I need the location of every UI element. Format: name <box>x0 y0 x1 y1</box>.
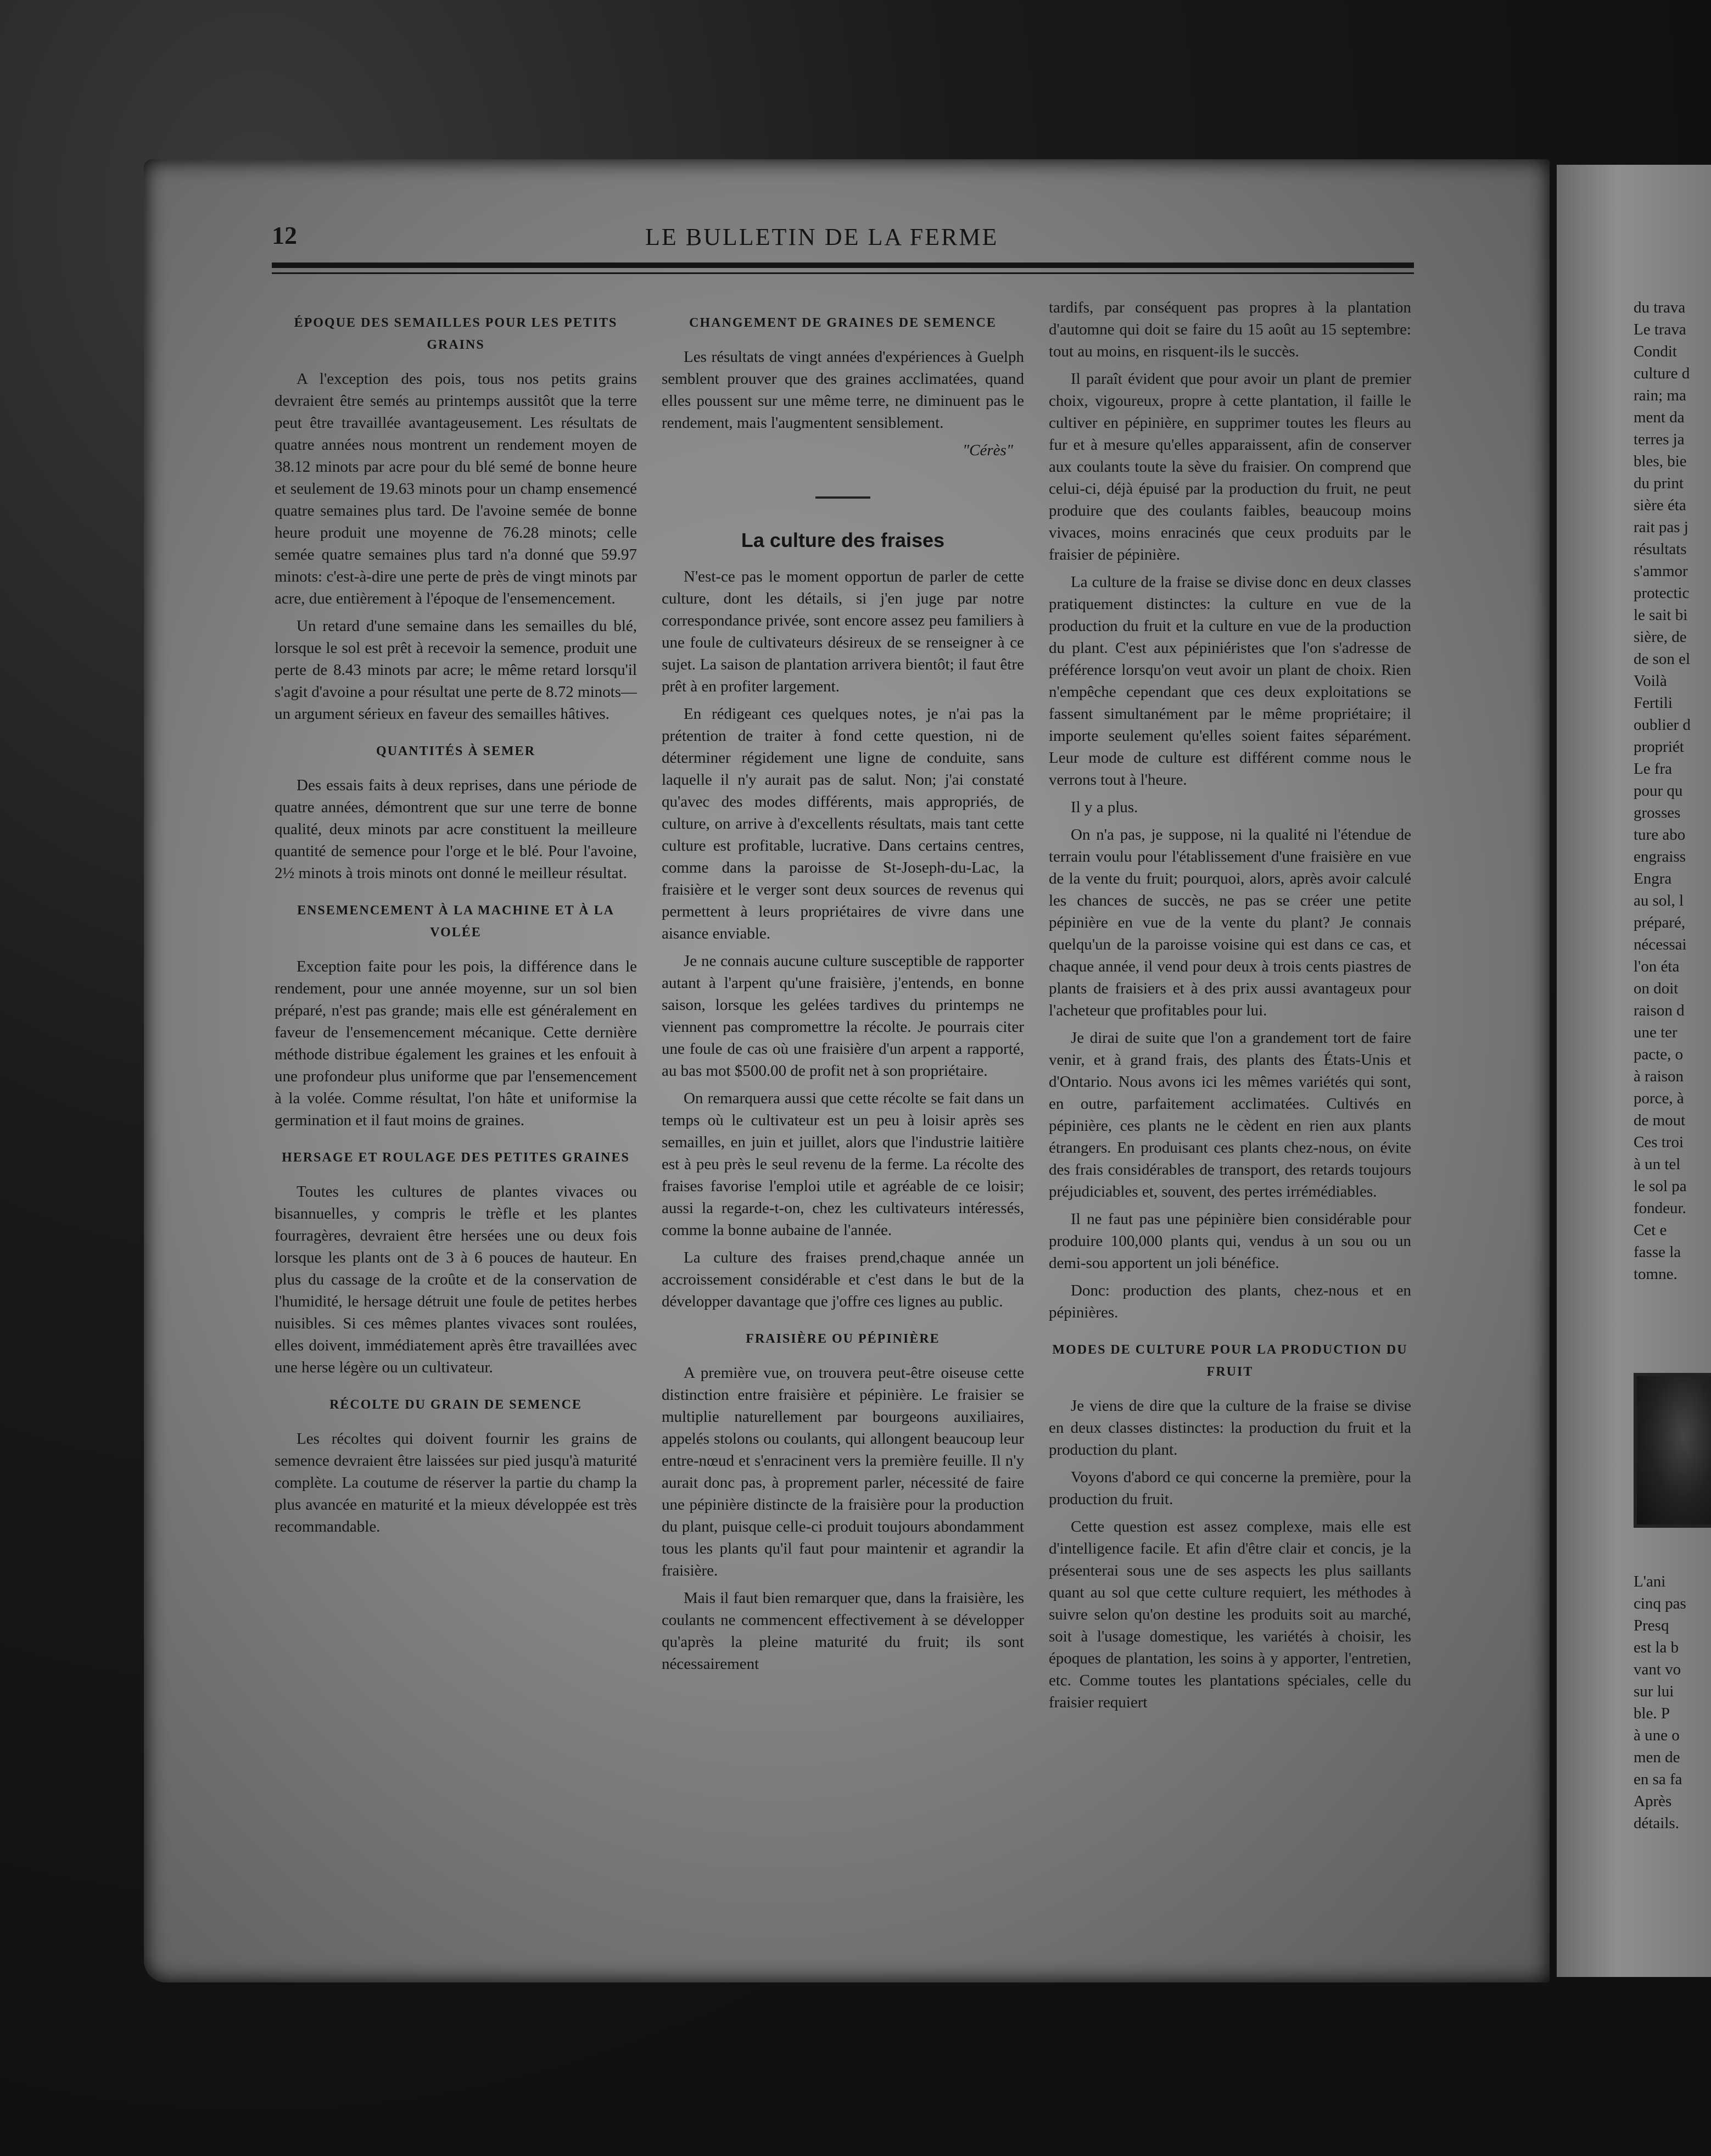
cropped-text-line: propriét <box>1634 738 1684 756</box>
cropped-text-line: Engra <box>1634 870 1672 887</box>
header-rule-thin <box>272 272 1414 274</box>
paragraph: Je viens de dire que la culture de la fraise se divise en deux classes distinctes: la production du fruit et la production du plant. <box>1049 1397 1411 1459</box>
cropped-text-line: l'on éta <box>1634 958 1680 975</box>
cropped-text-line: de son el <box>1634 650 1691 668</box>
paragraph: On n'a pas, je suppose, ni la qualité ni l'étendue de terrain voulu pour l'établissement d'une fraisière en vue de la vente du fruit; pourquoi, alors, après avoir calculé les chances de succès, ne pas se créer une petite pépinière en vue de la vente du plant? Je connais quelqu'un de la paroisse voisine qui est dans ce cas, et chaque année, il vend pour deux à trois cents piastres de plants de fraisiers et à des prix aussi avantageux pour l'acheteur que profitables pour lui. <box>1049 826 1411 1019</box>
cropped-text-line: du trava <box>1634 299 1686 316</box>
paragraph: Je dirai de suite que l'on a grandement tort de faire venir, et à grand frais, des plants des États-Unis et d'Ontario. Nous avons ici les mêmes variétés qui sont, en outre, parfaitement acclimatées. Cultivés en pépinière, ces plants ne le cèdent en rien aux plants étrangers. En produisant ces plants chez-nous, on évite des frais considérables de transport, des retards toujours préjudiciables et, souvent, des pertes irrémédiables. <box>1049 1029 1411 1200</box>
cropped-text-line: porce, à <box>1634 1090 1684 1107</box>
paragraph: A l'exception des pois, tous nos petits grains devraient être semés au printemps aussitôt que la terre peut être travaillée avantageusement. Les résultats de quatre années nous montrent un rendement moyen de 38.12 minots par acre pour du blé semé de bonne heure et seulement de 19.63 minots pour un champ ensemencé quatre semaines plus tard. De l'avoine semée de bonne heure produit une moyenne de 76.28 minots; celle semée quatre semaines plus tard n'a donné que 59.97 minots: c'est-à-dire une perte de près de vingt minots par acre, due entièrement à l'époque de l'ensemencement. <box>275 370 637 607</box>
cropped-text-line: grosses <box>1634 804 1681 822</box>
engraving-illustration <box>1634 1373 1711 1528</box>
section-heading: ENSEMENCEMENT À LA MACHINE ET À LA VOLÉE <box>297 903 614 940</box>
paragraph: Des essais faits à deux reprises, dans une période de quatre années, démontrent que sur une terre de bonne qualité, deux minots par acre constituent la meilleure quantité de semence pour l'orge et le blé. Pour l'avoine, 2½ minots à trois minots ont donné le meilleur résultat. <box>275 777 637 882</box>
page-number: 12 <box>272 221 297 249</box>
cropped-text-line: on doit <box>1634 980 1679 997</box>
paragraph: Voyons d'abord ce qui concerne la première, pour la production du fruit. <box>1049 1468 1411 1508</box>
section-heading: RÉCOLTE DU GRAIN DE SEMENCE <box>329 1398 582 1412</box>
column-4-cropped <box>1634 297 1711 1911</box>
cropped-text-line: une ter <box>1634 1024 1678 1041</box>
cropped-lines-bottom <box>1634 1571 1711 1834</box>
paragraph: N'est-ce pas le moment opportun de parler de cette culture, dont les détails, si j'en juge par notre correspondance privée, sont encore assez peu familiers à une foule de cultivateurs désireux de se renseigner à ce sujet. La saison de plantation arrivera bientôt; il faut être prêt à en profiter largement. <box>662 568 1024 695</box>
cropped-text-line: le sol pa <box>1634 1177 1687 1195</box>
cropped-text-line: Voilà <box>1634 672 1667 690</box>
cropped-text-line: Le fra <box>1634 760 1673 778</box>
paragraph: Il y a plus. <box>1071 798 1138 816</box>
paragraph: Les résultats de vingt années d'expériences à Guelph semblent prouver que des graines acclimatées, quand elles poussent sur une même terre, ne diminuent pas le rendement, mais l'augmentent sensiblement. <box>662 348 1024 432</box>
page-header <box>272 217 1414 267</box>
cropped-text-line: culture d <box>1634 365 1690 382</box>
section-heading: MODES DE CULTURE POUR LA PRODUCTION DU FRUIT <box>1052 1343 1408 1379</box>
paragraph: Cette question est assez complexe, mais elle est d'intelligence facile. Et afin d'être clair et concis, je la présenterai sous une de ses aspects les plus saillants quant au sol que cette culture requiert, les méthodes à suivre selon qu'on destine les produits soit au marché, soit à l'usage domestique, les variétés à choisir, les époques de plantation, les soins à y apporter, l'entretien, etc. Comme toutes les plantations spéciales, celle du fraisier requiert <box>1049 1518 1411 1711</box>
section-heading: QUANTITÉS À SEMER <box>376 744 536 758</box>
cropped-text-line: oublier d <box>1634 716 1691 734</box>
cropped-text-line: à un tel <box>1634 1155 1681 1173</box>
cropped-text-line: à raison <box>1634 1068 1684 1085</box>
paragraph: A première vue, on trouvera peut-être oiseuse cette distinction entre fraisière et pépinière. Le fraisier se multiplie naturellement par bourgeons auxiliaires, appelés stolons ou coulants, qui allongent beaucoup leur entre-nœud et s'enracinent vers la première feuille. Il n'y aurait donc pas, à proprement parler, nécessité de faire une pépinière distincte de la fraisière pour la production du plant, puisque celle-ci produit toujours abondamment tous les plants qu'il faut pour maintenir et agrandir la fraisière. <box>662 1364 1024 1579</box>
article-title: La culture des fraises <box>741 529 945 551</box>
cropped-text-line: rain; ma <box>1634 387 1686 404</box>
cropped-text-line: rait pas j <box>1634 518 1688 536</box>
cropped-text-line: men de <box>1634 1749 1680 1766</box>
paragraph: Les récoltes qui doivent fournir les grains de semence devraient être laissées sur pied jusqu'à maturité complète. La coutume de réserver la partie du champ la plus avancée en maturité et la mieux développée est très recommandable. <box>275 1430 637 1535</box>
cropped-text-line: de mout <box>1634 1111 1686 1129</box>
cropped-text-line: Fertili <box>1634 694 1673 712</box>
cropped-text-line: fasse la <box>1634 1243 1681 1261</box>
column-1 <box>275 297 637 1911</box>
cropped-text-line: détails. <box>1634 1814 1679 1832</box>
cropped-text-line: cinq pas <box>1634 1595 1686 1612</box>
cropped-text-line: ment da <box>1634 409 1685 426</box>
paragraph: tardifs, par conséquent pas propres à la plantation d'automne qui doit se faire du 15 août au 15 septembre: tout au moins, en risquent-ils le succès. <box>1049 299 1411 360</box>
paragraph: Un retard d'une semaine dans les semailles du blé, lorsque le sol est prêt à recevoir la semence, produit une perte de 8.43 minots par acre; le même retard lorsqu'il s'agit d'avoine a pour résultat une perte de 8.72 minots—un argument sérieux en faveur des semailles hâtives. <box>275 617 637 723</box>
paragraph: La culture de la fraise se divise donc en deux classes pratiquement distinctes: la culture en vue de la production du fruit et la culture en vue de la production du plant. C'est aux pépiniéristes que l'on s'adresse de préférence lorsqu'on veut avoir un plant de choix. Rien n'empêche cependant que ces deux exploitations se fassent simultanément par le même propriétaire; il importe seulement qu'elles soient faites séparément. Leur mode de culture est différent comme nous le verrons tout à l'heure. <box>1049 573 1411 789</box>
section-heading: HERSAGE ET ROULAGE DES PETITES GRAINES <box>282 1150 630 1165</box>
cropped-text-line: vant vo <box>1634 1661 1681 1678</box>
cropped-lines-top <box>1634 297 1711 1285</box>
paragraph: On remarquera aussi que cette récolte se fait dans un temps où le cultivateur est un peu à loisir après ses semailles, en juin et juillet, alors que l'industrie laitière est à peu près le seul revenu de la ferme. La récolte des fraises favorise l'emploi utile et agréable de ce loisir; aussi la regarde-t-on, chez les cultivateurs intéressés, comme la bonne aubaine de l'année. <box>662 1090 1024 1239</box>
column-2 <box>662 297 1024 1911</box>
paragraph: Il paraît évident que pour avoir un plant de premier choix, vigoureux, propre à cette plantation, il faille le cultiver en pépinière, en supprimer toutes les fleurs au fur et à mesure qu'elles apparaissent, afin de conserver aux coulants toute la sève du fraisier. On comprend que celui-ci, déjà épuisé par la production du fruit, ne peut produire que des coulants faibles, beaucoup moins vivaces, moins enracinés que ceux produits par le fraisier de pépinière. <box>1049 370 1411 563</box>
cropped-text-line: protectic <box>1634 584 1690 602</box>
cropped-text-line: nécessai <box>1634 936 1687 953</box>
cropped-text-line: tomne. <box>1634 1265 1678 1283</box>
cropped-text-line: sur lui <box>1634 1683 1674 1700</box>
cropped-text-line: pacte, o <box>1634 1046 1684 1063</box>
journal-title: LE BULLETIN DE LA FERME <box>645 224 999 250</box>
cropped-text-line: Presq <box>1634 1617 1669 1634</box>
cropped-text-line: est la b <box>1634 1639 1679 1656</box>
cropped-text-line: pour qu <box>1634 782 1683 800</box>
paragraph: Mais il faut bien remarquer que, dans la fraisière, les coulants ne commencent effectivement à se développer qu'après la pleine maturité du fruit; ils sont nécessairement <box>662 1589 1024 1673</box>
cropped-text-line: raison d <box>1634 1002 1685 1019</box>
cropped-text-line: ture abo <box>1634 826 1686 844</box>
header-rule <box>272 262 1414 268</box>
cropped-text-line: engraiss <box>1634 848 1686 865</box>
paragraph: Je ne connais aucune culture susceptible de rapporter autant à l'arpent qu'une fraisière, j'entends, en bonne saison, lorsque les gelées tardives du printemps ne viennent pas compromettre la récolte. Je pourrais citer une foule de cas où une fraisière d'un arpent a rapporté, au bas mot $500.00 de profit net à son propriétaire. <box>662 952 1024 1080</box>
cropped-text-line: fondeur. <box>1634 1199 1686 1217</box>
section-heading: ÉPOQUE DES SEMAILLES POUR LES PETITS GRAINS <box>294 316 618 352</box>
paragraph: Toutes les cultures de plantes vivaces ou bisannuelles, y compris le trèfle et les plantes fourragères, devraient être hersées une ou deux fois lorsque les plants ont de 3 à 6 pouces de hauteur. En plus du cassage de la croûte et de la conservation de l'humidité, le hersage détruit une foule de petites herbes nuisibles. Si ces mêmes plantes vivaces sont roulées, elles doivent, immédiatement après être travaillées avec une herse légère ou un cultivateur. <box>275 1183 637 1376</box>
cropped-text-line: ble. P <box>1634 1705 1670 1722</box>
paragraph: Exception faite pour les pois, la différence dans le rendement, pour une année moyenne, sur un sol bien préparé, n'est pas grande; mais elle est généralement en faveur de l'ensemencement mécanique. Cette dernière méthode distribue également les graines et les enfouit à une profondeur plus uniforme que par l'ensemencement à la volée. Comme résultat, l'on hâte et uniformise la germination et il faut moins de graines. <box>275 958 637 1129</box>
paragraph: Donc: production des plants, chez-nous et en pépinières. <box>1049 1282 1411 1321</box>
cropped-text-line: en sa fa <box>1634 1770 1682 1788</box>
cropped-text-line: préparé, <box>1634 914 1686 931</box>
cropped-text-line: au sol, l <box>1634 892 1684 909</box>
cropped-text-line: bles, bie <box>1634 453 1687 470</box>
section-heading: CHANGEMENT DE GRAINES DE SEMENCE <box>689 316 997 330</box>
cropped-text-line: à une o <box>1634 1727 1680 1744</box>
cropped-text-line: s'ammor <box>1634 562 1688 580</box>
cropped-text-line: sière éta <box>1634 496 1686 514</box>
cropped-text-line: sière, de <box>1634 628 1687 646</box>
cropped-text-line: Après <box>1634 1792 1672 1810</box>
author-signature: "Cérès" <box>962 442 1013 459</box>
cropped-text-line: Le trava <box>1634 321 1686 338</box>
cropped-text-line: du print <box>1634 474 1684 492</box>
cropped-text-line: Ces troi <box>1634 1133 1684 1151</box>
paragraph: La culture des fraises prend,chaque année un accroissement considérable et c'est dans le but de la développer davantage que j'offre ces lignes au public. <box>662 1249 1024 1310</box>
cropped-text-line: Condit <box>1634 343 1677 360</box>
cropped-text-line: Cet e <box>1634 1221 1667 1239</box>
column-3 <box>1049 297 1411 1911</box>
cropped-text-line: le sait bi <box>1634 606 1688 624</box>
cropped-text-line: L'ani <box>1634 1573 1666 1590</box>
cropped-text-line: terres ja <box>1634 431 1685 448</box>
section-heading: FRAISIÈRE OU PÉPINIÈRE <box>746 1332 940 1346</box>
paragraph: Il ne faut pas une pépinière bien considérable pour produire 100,000 plants qui, vendus à un sou ou un demi-sou apportent un joli bénéfice. <box>1049 1210 1411 1272</box>
article-divider <box>815 496 870 499</box>
cropped-text-line: résultats <box>1634 540 1687 558</box>
paragraph: En rédigeant ces quelques notes, je n'ai pas la prétention de traiter à fond cette question, ni de déterminer régidement une ligne de conduite, sans laquelle il n'y aurait pas de salut. Non; j'ai constaté qu'avec des modes différents, mais appropriés, de culture, on arrive à d'excellents résultats, mais tant cette culture est profitable, lucrative. Dans certains centres, comme dans la paroisse de St-Joseph-du-Lac, la fraisière et le verger sont deux sources de revenus qui permettent à leurs propriétaires de vivre dans une aisance enviable. <box>662 705 1024 942</box>
